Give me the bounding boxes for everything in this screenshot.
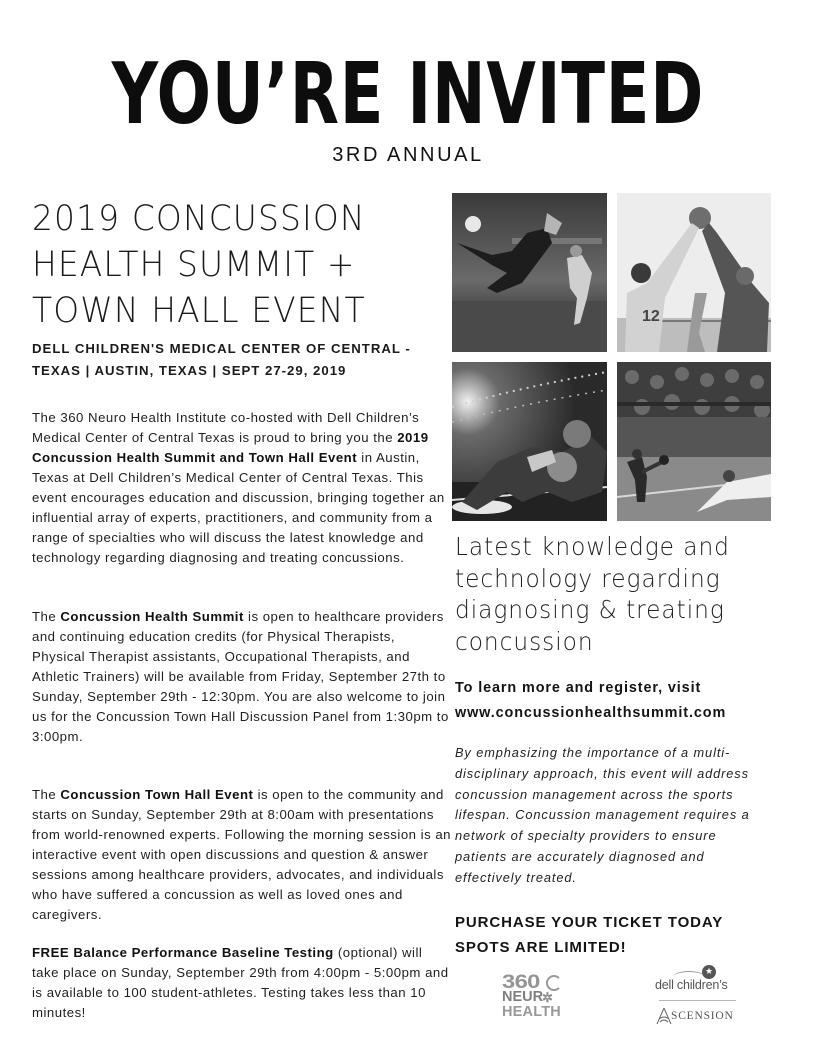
event-title-line: 2019 CONCUSSION [32, 199, 366, 239]
tagline-line: Latest knowledge and [455, 532, 730, 561]
baseball-photo [617, 362, 771, 521]
intro-text: The 360 Neuro Health Institute co-hosted with Dell Children’s Medical Center of Central Texas is proud to bring you the [32, 410, 420, 445]
basketball-photo [617, 193, 771, 352]
summit-text-cont: is open to healthcare providers and continuing education credits (for Physical Therapists, Physical Therapist assistants, Occupational Therapists, and Athletic Trainers) will be available from Friday, September 27th to Sunday, September 29th - 12:30pm. You are also welcome to join us for the Concussion Town Hall Discussion Panel from 1:30pm to 3:00pm. [32, 609, 449, 744]
testing-name: FREE Balance Performance Baseline Testing [32, 945, 334, 960]
approach-line: By emphasizing the importance of a multi- [455, 745, 731, 760]
summit-name: Concussion Health Summit [60, 609, 244, 624]
cta-line: PURCHASE YOUR TICKET TODAY [455, 914, 724, 931]
svg-text:12: 12 [642, 308, 660, 325]
tagline [455, 531, 769, 657]
approach-line: disciplinary approach, this event will address [455, 765, 749, 781]
invitation-headline: YOU’RE INVITED [111, 44, 705, 144]
dell-childrens-logo [655, 962, 741, 1002]
tagline-line: diagnosing & treating [455, 595, 725, 624]
approach-paragraph [455, 743, 775, 889]
venue-line: TEXAS | AUSTIN, TEXAS | SEPT 27-29, 2019 [32, 363, 347, 378]
intro-paragraph [32, 408, 452, 568]
brain-gear-icon: ✲ [542, 990, 553, 1005]
register-block [455, 676, 785, 726]
football-photo [452, 362, 607, 521]
testing-paragraph [32, 943, 452, 1023]
ascension-text: SCENSION [671, 1010, 734, 1022]
event-title [32, 196, 417, 334]
town-hall-text-cont: is open to the community and starts on Sunday, September 29th at 8:00am with presentations from world-renowned experts. Following the morning session is an interactive event with open discussions and question & answer sessions among healthcare providers, advocates, and individuals who have suffered a concussion as well as loved ones and caregivers. [32, 787, 452, 922]
soccer-photo [452, 193, 607, 352]
testing-text: (optional) will take place on Sunday, September 29th from 4:00pm - 5:00pm and is available to 100 student-athletes. Testing takes less than 10 minutes! [32, 945, 449, 1020]
approach-line: concussion management across the sports [455, 786, 734, 802]
town-hall-name: Concussion Town Hall Event [60, 787, 254, 802]
intro-event-name: 2019 Concussion Health Summit and Town Hall Event [32, 430, 429, 465]
cta-line: SPOTS ARE LIMITED! [455, 939, 627, 956]
logo-arc-icon [546, 975, 562, 991]
approach-line: effectively treated. [455, 869, 577, 885]
ascension-a-icon [656, 1007, 672, 1025]
logo-360-number: 360 [502, 972, 540, 993]
approach-line: lifespan. Concussion management requires a [455, 807, 750, 823]
register-label: To learn more and register, visit [455, 680, 702, 696]
approach-line: network of specialty providers to ensure [455, 828, 717, 844]
logo-neur-text: NEUR [502, 989, 544, 1005]
annual-label: 3RD ANNUAL [332, 144, 484, 166]
intro-text-cont: in Austin, Texas at Dell Children’s Medical Center of Central Texas. This event encourages education and discussion, bringing together an influential array of experts, practitioners, and community from a range of specialties who will discuss the latest knowledge and technology regarding diagnosing and treating concussions. [32, 450, 445, 565]
360-neuro-health-logo [502, 972, 572, 1027]
star-ball-icon: ★ [702, 965, 716, 979]
summit-text: The [32, 609, 61, 624]
event-title-line: HEALTH SUMMIT + [32, 245, 356, 285]
register-link[interactable]: www.concussionhealthsummit.com [455, 705, 727, 721]
logo-divider [659, 1000, 736, 1001]
tagline-line: concussion [455, 626, 594, 656]
town-hall-text: The [32, 787, 61, 802]
summit-paragraph [32, 607, 452, 747]
ticket-call-to-action [455, 910, 785, 960]
venue-line: DELL CHILDREN'S MEDICAL CENTER OF CENTRAL - [32, 341, 411, 356]
logo-health-text: HEALTH [502, 1004, 561, 1020]
ascension-logo [656, 1006, 742, 1028]
venue-info [32, 338, 442, 382]
approach-line: patients are accurately diagnosed and [455, 848, 705, 864]
town-hall-paragraph [32, 785, 452, 925]
event-title-line: TOWN HALL EVENT [32, 291, 366, 331]
tagline-line: technology regarding [455, 563, 721, 593]
dell-childrens-text: dell children’s [655, 978, 728, 992]
